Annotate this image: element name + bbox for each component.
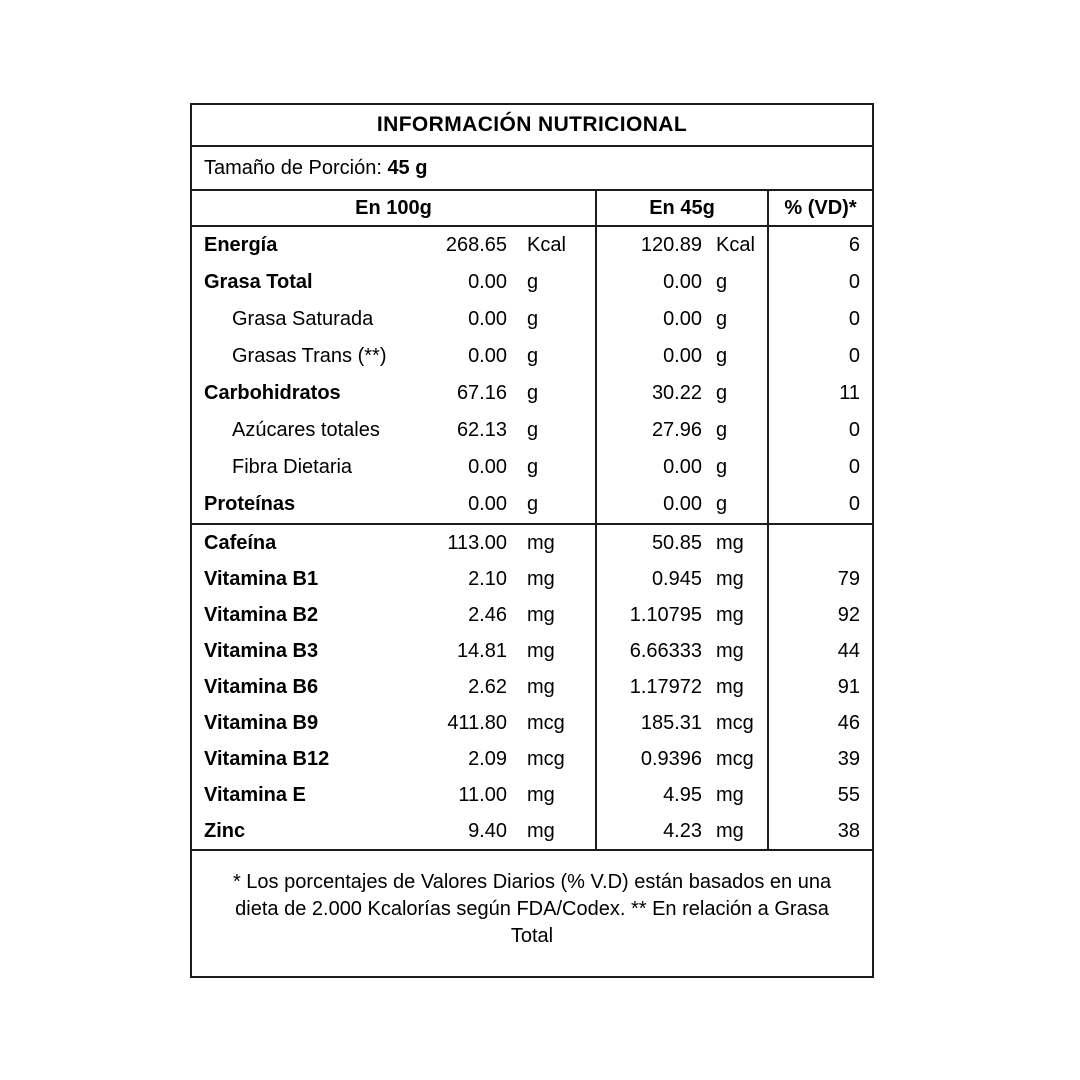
footnote-text: * Los porcentajes de Valores Diarios (% V.D) están basados en una dieta de 2.000 Kcalorías según FDA/Codex. ** En relación a Grasa Total [232,871,832,947]
value-per-100g: 113.00 [447,531,507,554]
value-per-100g: 268.65 [445,234,507,256]
daily-value-percent: 44 [767,633,872,669]
value-per-100g: 11.00 [458,783,507,806]
column-header-per-45g: En 45g [595,191,767,225]
nutrient-name: Grasa Total [204,271,313,293]
nutrient-name: Vitamina B1 [204,567,319,590]
nutrient-name: Energía [204,234,278,256]
unit-per-45g: mg [716,567,744,590]
unit-per-100g: g [527,382,539,404]
unit-per-45g: mg [716,675,744,698]
value-per-45g: 30.22 [595,375,702,412]
unit-per-100g: mg [527,531,555,554]
value-per-100g: 0.00 [468,308,507,330]
nutrient-name: Vitamina B12 [204,747,330,770]
value-per-45g: 0.00 [595,338,702,375]
unit-per-100g: mcg [527,711,565,734]
value-per-45g: 50.85 [595,525,702,561]
unit-per-100g: mg [527,819,555,842]
daily-value-percent: 0 [767,264,872,301]
value-per-100g: 411.80 [447,711,507,734]
unit-per-45g: g [716,271,728,293]
nutrient-name: Proteínas [204,493,296,515]
nutrient-row [192,777,872,813]
value-per-45g: 4.23 [595,813,702,849]
unit-per-45g: mcg [716,711,754,734]
daily-value-percent: 11 [767,375,872,412]
value-per-100g: 67.16 [456,382,507,404]
serving-size-label: Tamaño de Porción: [204,156,388,179]
nutrient-row [192,525,872,561]
footnote-box [192,849,872,976]
value-per-45g: 0.00 [595,264,702,301]
unit-per-100g: mg [527,639,555,662]
unit-per-45g: mg [716,819,744,842]
daily-value-percent: 0 [767,486,872,523]
value-per-45g: 1.10795 [595,597,702,633]
value-per-100g: 2.10 [468,567,507,590]
unit-per-45g: mg [716,639,744,662]
value-per-100g: 2.46 [468,603,507,626]
nutrient-name: Vitamina B3 [204,639,319,662]
label-title [192,105,872,147]
unit-per-45g: g [716,456,728,478]
daily-value-percent: 92 [767,597,872,633]
micronutrients-section [192,523,872,849]
value-per-100g: 14.81 [456,639,507,662]
value-per-45g: 0.00 [595,486,702,523]
unit-per-100g: g [527,419,539,441]
daily-value-percent: 55 [767,777,872,813]
label-title-text: INFORMACIÓN NUTRICIONAL [376,113,688,136]
daily-value-percent: 0 [767,301,872,338]
nutrient-row [192,449,872,486]
unit-per-100g: mcg [527,747,565,770]
unit-per-45g: g [716,382,728,404]
serving-size-value: 45 g [387,156,428,179]
unit-per-100g: g [527,456,539,478]
unit-per-100g: g [527,308,539,330]
value-per-100g: 0.00 [468,271,507,293]
unit-per-45g: Kcal [716,234,755,256]
nutrient-row [192,561,872,597]
unit-per-100g: mg [527,675,555,698]
column-header-daily-value: % (VD)* [767,191,872,225]
daily-value-percent: 0 [767,412,872,449]
nutrient-row [192,486,872,523]
unit-per-45g: g [716,345,728,367]
column-header-row [192,191,872,227]
value-per-100g: 0.00 [468,456,507,478]
daily-value-percent: 39 [767,741,872,777]
daily-value-percent: 79 [767,561,872,597]
nutrient-row [192,597,872,633]
unit-per-45g: g [716,493,728,515]
value-per-100g: 0.00 [468,493,507,515]
daily-value-percent: 0 [767,338,872,375]
nutrition-facts-table [190,103,874,978]
value-per-100g: 2.09 [468,747,507,770]
value-per-45g: 0.9396 [595,741,702,777]
unit-per-45g: mg [716,603,744,626]
daily-value-percent: 46 [767,705,872,741]
nutrient-name: Cafeína [204,531,277,554]
value-per-100g: 0.00 [468,345,507,367]
value-per-45g: 0.945 [595,561,702,597]
unit-per-45g: g [716,419,728,441]
value-per-100g: 2.62 [468,675,507,698]
nutrient-name: Carbohidratos [204,382,341,404]
unit-per-100g: mg [527,783,555,806]
unit-per-100g: g [527,271,539,293]
nutrient-row [192,741,872,777]
nutrient-row [192,227,872,264]
daily-value-percent: 0 [767,449,872,486]
macronutrients-section [192,227,872,523]
nutrient-row [192,264,872,301]
nutrient-name: Grasa Saturada [232,308,374,330]
nutrient-name: Vitamina B6 [204,675,319,698]
value-per-45g: 1.17972 [595,669,702,705]
nutrient-row [192,813,872,849]
serving-size-row [192,147,872,191]
value-per-45g: 185.31 [595,705,702,741]
column-header-per-100g: En 100g [355,196,432,219]
unit-per-100g: mg [527,567,555,590]
nutrient-name: Zinc [204,819,246,842]
unit-per-100g: Kcal [527,234,566,256]
value-per-100g: 62.13 [456,419,507,441]
value-per-45g: 120.89 [595,227,702,264]
unit-per-100g: g [527,345,539,367]
nutrient-row [192,301,872,338]
value-per-45g: 27.96 [595,412,702,449]
unit-per-100g: mg [527,603,555,626]
value-per-45g: 0.00 [595,449,702,486]
value-per-100g: 9.40 [468,819,507,842]
nutrient-row [192,633,872,669]
nutrient-row [192,412,872,449]
nutrient-row [192,375,872,412]
unit-per-45g: mcg [716,747,754,770]
unit-per-100g: g [527,493,539,515]
nutrient-name: Vitamina B2 [204,603,319,626]
daily-value-percent: 38 [767,813,872,849]
value-per-45g: 4.95 [595,777,702,813]
value-per-45g: 6.66333 [595,633,702,669]
unit-per-45g: mg [716,531,744,554]
nutrient-row [192,669,872,705]
daily-value-percent [767,525,872,561]
nutrient-row [192,705,872,741]
unit-per-45g: g [716,308,728,330]
daily-value-percent: 91 [767,669,872,705]
nutrient-name: Azúcares totales [232,419,380,441]
daily-value-percent: 6 [767,227,872,264]
nutrient-name: Vitamina E [204,783,306,806]
nutrient-name: Grasas Trans (**) [232,345,387,367]
nutrient-name: Fibra Dietaria [232,456,353,478]
nutrient-name: Vitamina B9 [204,711,319,734]
unit-per-45g: mg [716,783,744,806]
value-per-45g: 0.00 [595,301,702,338]
nutrient-row [192,338,872,375]
